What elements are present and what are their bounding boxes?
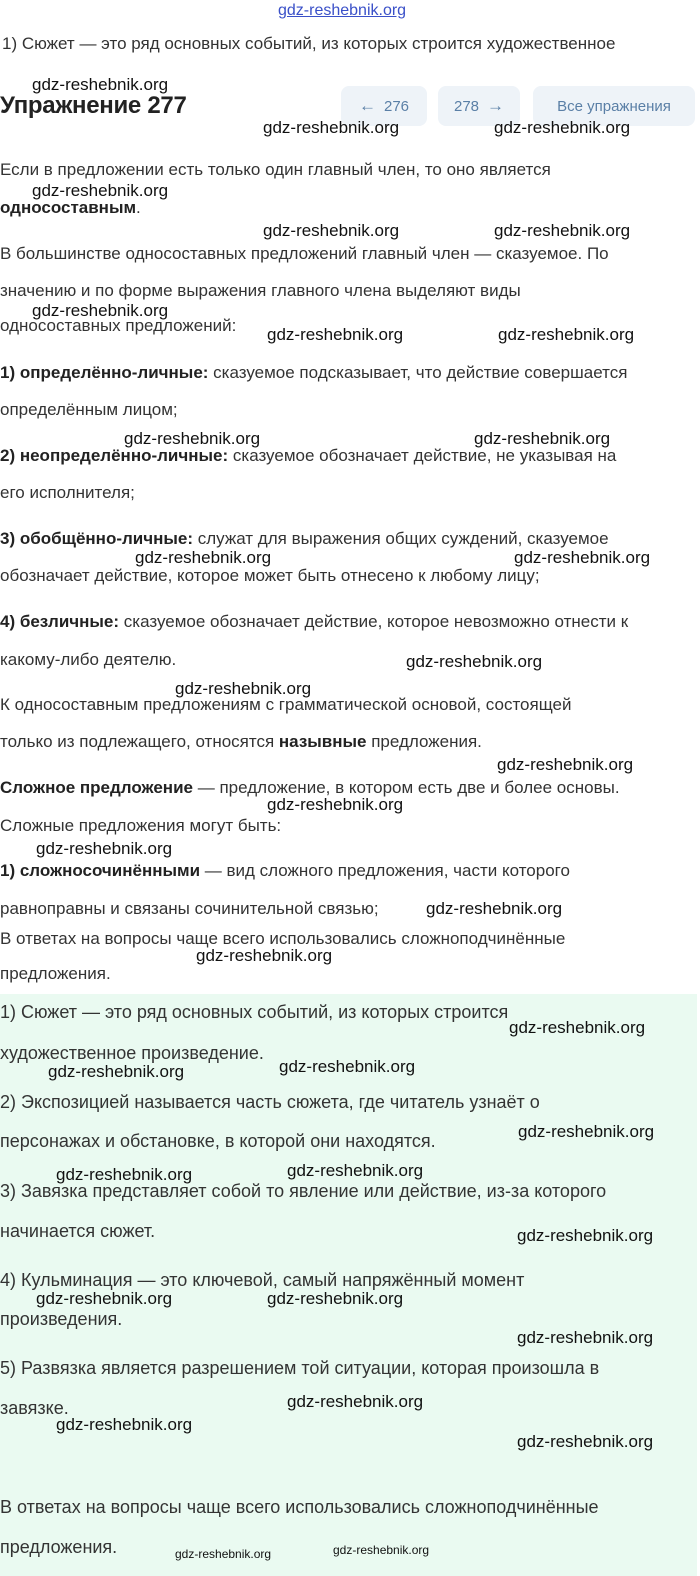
text-span: сказуемое подсказывает, что действие совершается bbox=[208, 363, 628, 382]
theory-line bbox=[0, 198, 141, 218]
text-span: сказуемое обозначает действие, не указывая на bbox=[228, 446, 617, 465]
term-bold: 1) сложносочинёнными bbox=[0, 861, 201, 880]
list-item-cont: его исполнителя; bbox=[0, 483, 135, 502]
answer-line: начинается сюжет. bbox=[0, 1221, 156, 1241]
text-span: предложения. bbox=[366, 732, 482, 751]
term-bold: 1) определённо-личные: bbox=[0, 363, 209, 382]
answer-line: завязке. bbox=[0, 1398, 69, 1418]
watermark: gdz-reshebnik.org bbox=[32, 181, 169, 200]
term-bold: Сложное предложение bbox=[0, 778, 193, 797]
watermark: gdz-reshebnik.org bbox=[267, 1289, 404, 1308]
answer-line: 1) Сюжет — это ряд основных событий, из которых строится bbox=[0, 1002, 509, 1022]
watermark: gdz-reshebnik.org bbox=[426, 899, 563, 918]
list-item bbox=[0, 612, 628, 632]
answer-line: произведения. bbox=[0, 1309, 123, 1329]
term-bold: назывные bbox=[278, 732, 367, 751]
watermark: gdz-reshebnik.org bbox=[36, 839, 173, 858]
watermark: gdz-reshebnik.org bbox=[56, 1415, 193, 1434]
watermark: gdz-reshebnik.org bbox=[124, 429, 261, 448]
term-bold: 4) безличные: bbox=[0, 612, 120, 631]
list-item-cont: определённым лицом; bbox=[0, 400, 178, 419]
text-span: — предложение, в котором есть две и более основы. bbox=[193, 778, 620, 797]
watermark: gdz-reshebnik.org bbox=[279, 1057, 416, 1076]
watermark: gdz-reshebnik.org bbox=[32, 75, 169, 94]
text-span: служат для выражения общих суждений, сказуемое bbox=[193, 529, 609, 548]
list-item bbox=[0, 446, 616, 466]
watermark: gdz-reshebnik.org bbox=[287, 1161, 424, 1180]
arrow-right-icon: → bbox=[487, 96, 505, 115]
watermark: gdz-reshebnik.org bbox=[497, 755, 634, 774]
watermark: gdz-reshebnik.org bbox=[333, 1543, 430, 1557]
list-item-cont: равноправны и связаны сочинительной связью; bbox=[0, 899, 379, 918]
list-item bbox=[0, 529, 609, 549]
site-link[interactable]: gdz-reshebnik.org bbox=[278, 2, 407, 19]
watermark: gdz-reshebnik.org bbox=[48, 1062, 185, 1081]
prev-exercise-label: 276 bbox=[383, 97, 410, 115]
watermark: gdz-reshebnik.org bbox=[135, 548, 272, 567]
answer-line: художественное произведение. bbox=[0, 1043, 264, 1063]
all-exercises-label: Все упражнения bbox=[557, 97, 671, 115]
list-item bbox=[0, 861, 570, 881]
watermark: gdz-reshebnik.org bbox=[267, 795, 404, 814]
watermark: gdz-reshebnik.org bbox=[56, 1165, 193, 1184]
watermark: gdz-reshebnik.org bbox=[517, 1432, 654, 1451]
term-bold: односоставным bbox=[0, 198, 137, 217]
watermark: gdz-reshebnik.org bbox=[514, 548, 651, 567]
watermark: gdz-reshebnik.org bbox=[36, 1289, 173, 1308]
watermark: gdz-reshebnik.org bbox=[287, 1392, 424, 1411]
watermark: gdz-reshebnik.org bbox=[509, 1018, 646, 1037]
watermark: gdz-reshebnik.org bbox=[494, 221, 631, 240]
list-item-cont: какому-либо деятелю. bbox=[0, 650, 177, 669]
watermark: gdz-reshebnik.org bbox=[32, 301, 169, 320]
theory-line: значению и по форме выражения главного члена выделяют виды bbox=[0, 281, 521, 300]
theory-line: В ответах на вопросы чаще всего использовались сложноподчинённые bbox=[0, 929, 566, 948]
watermark: gdz-reshebnik.org bbox=[263, 118, 400, 137]
answer-line: 2) Экспозицией называется часть сюжета, где читатель узнаёт о bbox=[0, 1092, 540, 1112]
theory-line: односоставных предложений: bbox=[0, 316, 237, 335]
text-span: сказуемое обозначает действие, которое невозможно отнести к bbox=[119, 612, 629, 631]
theory-line: В большинстве односоставных предложений главный член — сказуемое. По bbox=[0, 244, 609, 263]
term-bold: 2) неопределённо-личные: bbox=[0, 446, 229, 465]
watermark: gdz-reshebnik.org bbox=[474, 429, 611, 448]
watermark: gdz-reshebnik.org bbox=[517, 1226, 654, 1245]
text-span: — вид сложного предложения, части которого bbox=[200, 861, 570, 880]
watermark: gdz-reshebnik.org bbox=[175, 1547, 272, 1561]
answer-line: предложения. bbox=[0, 1537, 118, 1557]
answer-line: В ответах на вопросы чаще всего использовались сложноподчинённые bbox=[0, 1497, 599, 1517]
watermark: gdz-reshebnik.org bbox=[518, 1122, 655, 1141]
watermark: gdz-reshebnik.org bbox=[267, 325, 404, 344]
previous-exercise-snippet: 1) Сюжет — это ряд основных событий, из которых строится художественное bbox=[2, 34, 616, 53]
answer-line: 4) Кульминация — это ключевой, самый напряжённый момент bbox=[0, 1270, 525, 1290]
theory-line: Сложные предложения могут быть: bbox=[0, 816, 282, 835]
page-title: Упражнение 277 bbox=[0, 92, 187, 119]
theory-line: Если в предложении есть только один главный член, то оно является bbox=[0, 160, 551, 179]
watermark: gdz-reshebnik.org bbox=[498, 325, 635, 344]
list-item-cont: обозначает действие, которое может быть отнесено к любому лицу; bbox=[0, 566, 540, 585]
watermark: gdz-reshebnik.org bbox=[263, 221, 400, 240]
answer-line: персонажах и обстановке, в которой они находятся. bbox=[0, 1131, 436, 1151]
arrow-left-icon: ← bbox=[358, 96, 376, 115]
watermark: gdz-reshebnik.org bbox=[175, 679, 312, 698]
answer-line: 5) Развязка является разрешением той ситуации, которая произошла в bbox=[0, 1358, 600, 1378]
term-bold: 3) обобщённо-личные: bbox=[0, 529, 194, 548]
theory-line: предложения. bbox=[0, 964, 111, 983]
theory-line: К односоставным предложениям с грамматической основой, состоящей bbox=[0, 695, 572, 714]
list-item bbox=[0, 363, 627, 383]
watermark: gdz-reshebnik.org bbox=[494, 118, 631, 137]
answer-line: 3) Завязка представляет собой то явление или действие, из-за которого bbox=[0, 1181, 607, 1201]
text-span: только из подлежащего, относятся bbox=[0, 732, 279, 751]
watermark: gdz-reshebnik.org bbox=[196, 946, 333, 965]
text-span: . bbox=[136, 198, 141, 217]
watermark: gdz-reshebnik.org bbox=[517, 1328, 654, 1347]
watermark: gdz-reshebnik.org bbox=[406, 652, 543, 671]
theory-line bbox=[0, 732, 482, 752]
next-exercise-label: 278 bbox=[453, 97, 480, 115]
